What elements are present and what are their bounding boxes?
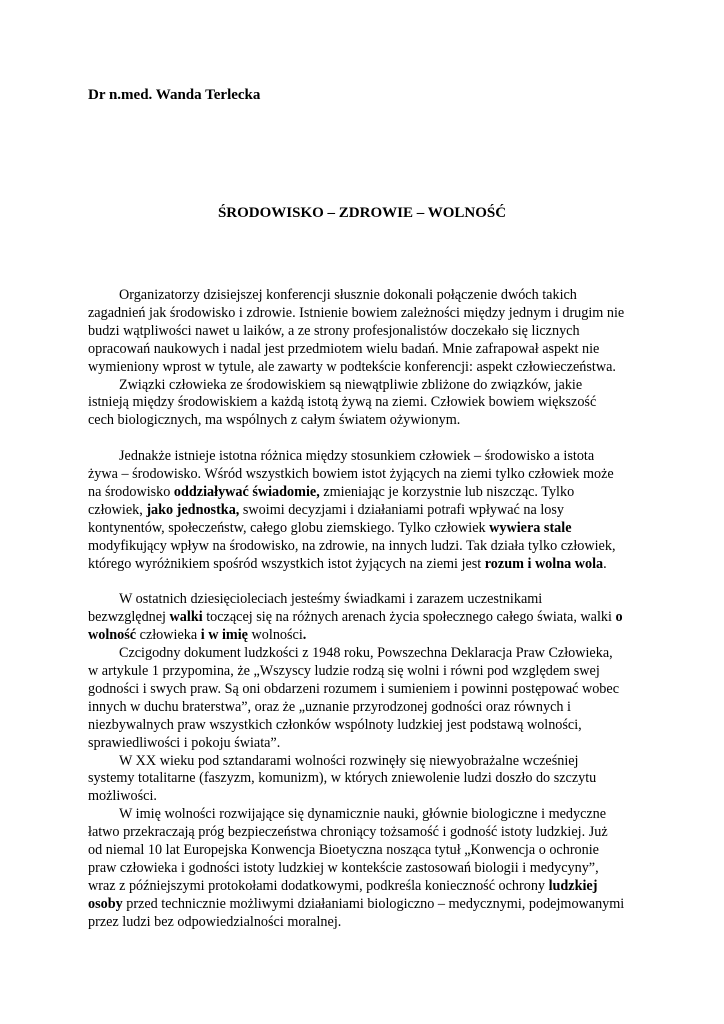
text-run: Czcigodny dokument ludzkości z 1948 roku, Powszechna Deklaracja Praw Człowieka, xyxy=(119,645,613,662)
text-line xyxy=(88,394,648,412)
text-run: innych w duchu braterstwa”, oraz że „uznanie przyrodzonej godności oraz równych i xyxy=(88,698,571,715)
text-run: przez ludzi bez odpowiedzialności moralnej. xyxy=(88,913,342,930)
text-run: możliwości. xyxy=(88,788,157,805)
bold-text-run: rozum i wolna wola xyxy=(484,555,604,572)
document-title: ŚRODOWISKO – ZDROWIE – WOLNOŚĆ xyxy=(217,205,507,221)
text-line xyxy=(88,842,648,860)
text-line xyxy=(88,359,648,377)
text-line xyxy=(88,735,648,753)
bold-text-run: ludzkiej xyxy=(548,877,598,894)
text-run: wolności xyxy=(247,627,303,644)
text-line xyxy=(88,699,648,717)
text-line xyxy=(88,770,648,788)
text-run: W XX wieku pod sztandarami wolności rozwinęły się niewyobrażalne wcześniej xyxy=(119,752,579,769)
text-run: na środowisko xyxy=(88,483,174,500)
text-run: Związki człowieka ze środowiskiem są niewątpliwie zbliżone do związków, jakie xyxy=(119,376,583,393)
author-name: Dr n.med. Wanda Terlecka xyxy=(88,87,261,103)
text-run: godności i swych praw. Są oni obdarzeni rozumem i sumieniem i powinni postępować wobec xyxy=(88,680,619,697)
text-run: systemy totalitarne (faszyzm, komunizm), w których zniewolenie ludzi doszło do szczytu xyxy=(88,770,597,787)
text-run: bezwzględnej xyxy=(88,609,170,626)
text-run: toczącej się na różnych arenach życia społecznego całego świata, walki xyxy=(202,609,616,626)
text-line xyxy=(88,788,648,806)
text-run: W imię wolności rozwijające się dynamicznie nauki, głównie biologiczne i medyczne xyxy=(119,806,607,823)
bold-text-run: walki xyxy=(169,609,203,626)
text-run: modyfikujący wpływ na środowisko, na zdrowie, na innych ludzi. Tak działa tylko człowiek, xyxy=(88,537,616,554)
text-line xyxy=(88,896,648,914)
text-run: niezbywalnych praw wszystkich członków wspólnoty ludzkiej jest podstawą wolności, xyxy=(88,716,582,733)
text-run: żywa – środowisko. Wśród wszystkich bowiem istot żyjących na ziemi tylko człowiek może xyxy=(88,466,614,483)
bold-text-run: oddziaływać świadomie, xyxy=(173,483,320,500)
text-run: W ostatnich dziesięcioleciach jesteśmy świadkami i zarazem uczestnikami xyxy=(119,591,543,608)
text-run: człowiek, xyxy=(88,501,147,518)
text-run: budzi wątpliwości nawet u laików, a ze strony profesjonalistów doczekało się licznych xyxy=(88,322,580,339)
text-run: zmieniając je korzystnie lub niszcząc. Tylko xyxy=(319,483,575,500)
text-run: Jednakże istnieje istotna różnica między stosunkiem człowiek – środowisko a istota xyxy=(119,448,595,465)
text-line xyxy=(88,627,648,645)
text-run: którego wyróżnikiem spośród wszystkich istot żyjących na ziemi jest xyxy=(88,555,485,572)
text-run: opracowań naukowych i nadal jest przedmiotem wielu badań. Mnie zafrapował aspekt nie xyxy=(88,340,600,357)
text-run: wraz z późniejszymi protokołami dodatkowymi, podkreśla konieczność ochrony xyxy=(88,877,549,894)
bold-text-run: i w imię xyxy=(200,627,248,644)
text-line xyxy=(88,502,648,520)
paragraph-gap xyxy=(88,573,648,591)
text-run: zagadnień jak środowisko i zdrowie. Istnienie bowiem zależności między jednym i drugim nie xyxy=(88,304,625,321)
text-line xyxy=(88,484,648,502)
text-line xyxy=(88,412,648,430)
text-line xyxy=(88,753,648,771)
text-run: sprawiedliwości i pokoju świata”. xyxy=(88,734,281,751)
text-line xyxy=(88,824,648,842)
bold-text-run: . xyxy=(302,627,307,644)
text-line xyxy=(88,466,648,484)
text-run: kontynentów, społeczeństw, całego globu ziemskiego. Tylko człowiek xyxy=(88,519,490,536)
text-run: Organizatorzy dzisiejszej konferencji słusznie dokonali połączenie dwóch takich xyxy=(119,287,577,303)
paragraph-gap xyxy=(88,430,648,448)
text-line xyxy=(88,609,648,627)
text-run: praw człowieka i godności istoty ludzkiej w kontekście zastosowań biologii i medycyny”, xyxy=(88,859,599,876)
bold-text-run: wywiera stale xyxy=(489,519,572,536)
text-line xyxy=(88,681,648,699)
text-run: wymieniony wprost w tytule, ale zawarty w podtekście konferencji: aspekt człowieczeństwa. xyxy=(88,358,616,375)
text-line xyxy=(88,914,648,932)
text-line xyxy=(88,341,648,359)
text-line xyxy=(88,448,648,466)
text-run: cech biologicznych, ma wspólnych z całym światem ożywionym. xyxy=(88,412,461,429)
text-line xyxy=(88,860,648,878)
bold-text-run: jako jednostka, xyxy=(146,501,240,518)
text-line xyxy=(88,520,648,538)
text-line xyxy=(88,538,648,556)
text-line xyxy=(88,663,648,681)
bold-text-run: o xyxy=(615,609,623,626)
text-line xyxy=(88,287,648,305)
document-body xyxy=(88,287,648,932)
bold-text-run: wolność xyxy=(88,627,137,644)
text-line xyxy=(88,323,648,341)
text-run: istnieją między środowiskiem a każdą istotą żywą na ziemi. Człowiek bowiem większość xyxy=(88,394,597,411)
text-line xyxy=(88,377,648,395)
text-line xyxy=(88,878,648,896)
text-line xyxy=(88,806,648,824)
text-line xyxy=(88,591,648,609)
bold-text-run: osoby xyxy=(88,895,123,912)
text-line xyxy=(88,556,648,574)
text-run: przed technicznie możliwymi działaniami biologiczno – medycznymi, podejmowanymi xyxy=(122,895,625,912)
text-run: łatwo przekraczają próg bezpieczeństwa chroniący tożsamość i godność istoty ludzkiej. Już xyxy=(88,824,608,841)
text-line xyxy=(88,645,648,663)
text-run: od niemal 10 lat Europejska Konwencja Bioetyczna nosząca tytuł „Konwencja o ochronie xyxy=(88,842,599,859)
text-run: swoimi decyzjami i działaniami potrafi wpływać na losy xyxy=(239,501,564,518)
text-run: człowieka xyxy=(136,627,201,644)
text-line xyxy=(88,717,648,735)
text-run: . xyxy=(603,555,607,572)
text-line xyxy=(88,305,648,323)
text-run: w artykule 1 przypomina, że „Wszyscy ludzie rodzą się wolni i równi pod względem swej xyxy=(88,663,600,679)
